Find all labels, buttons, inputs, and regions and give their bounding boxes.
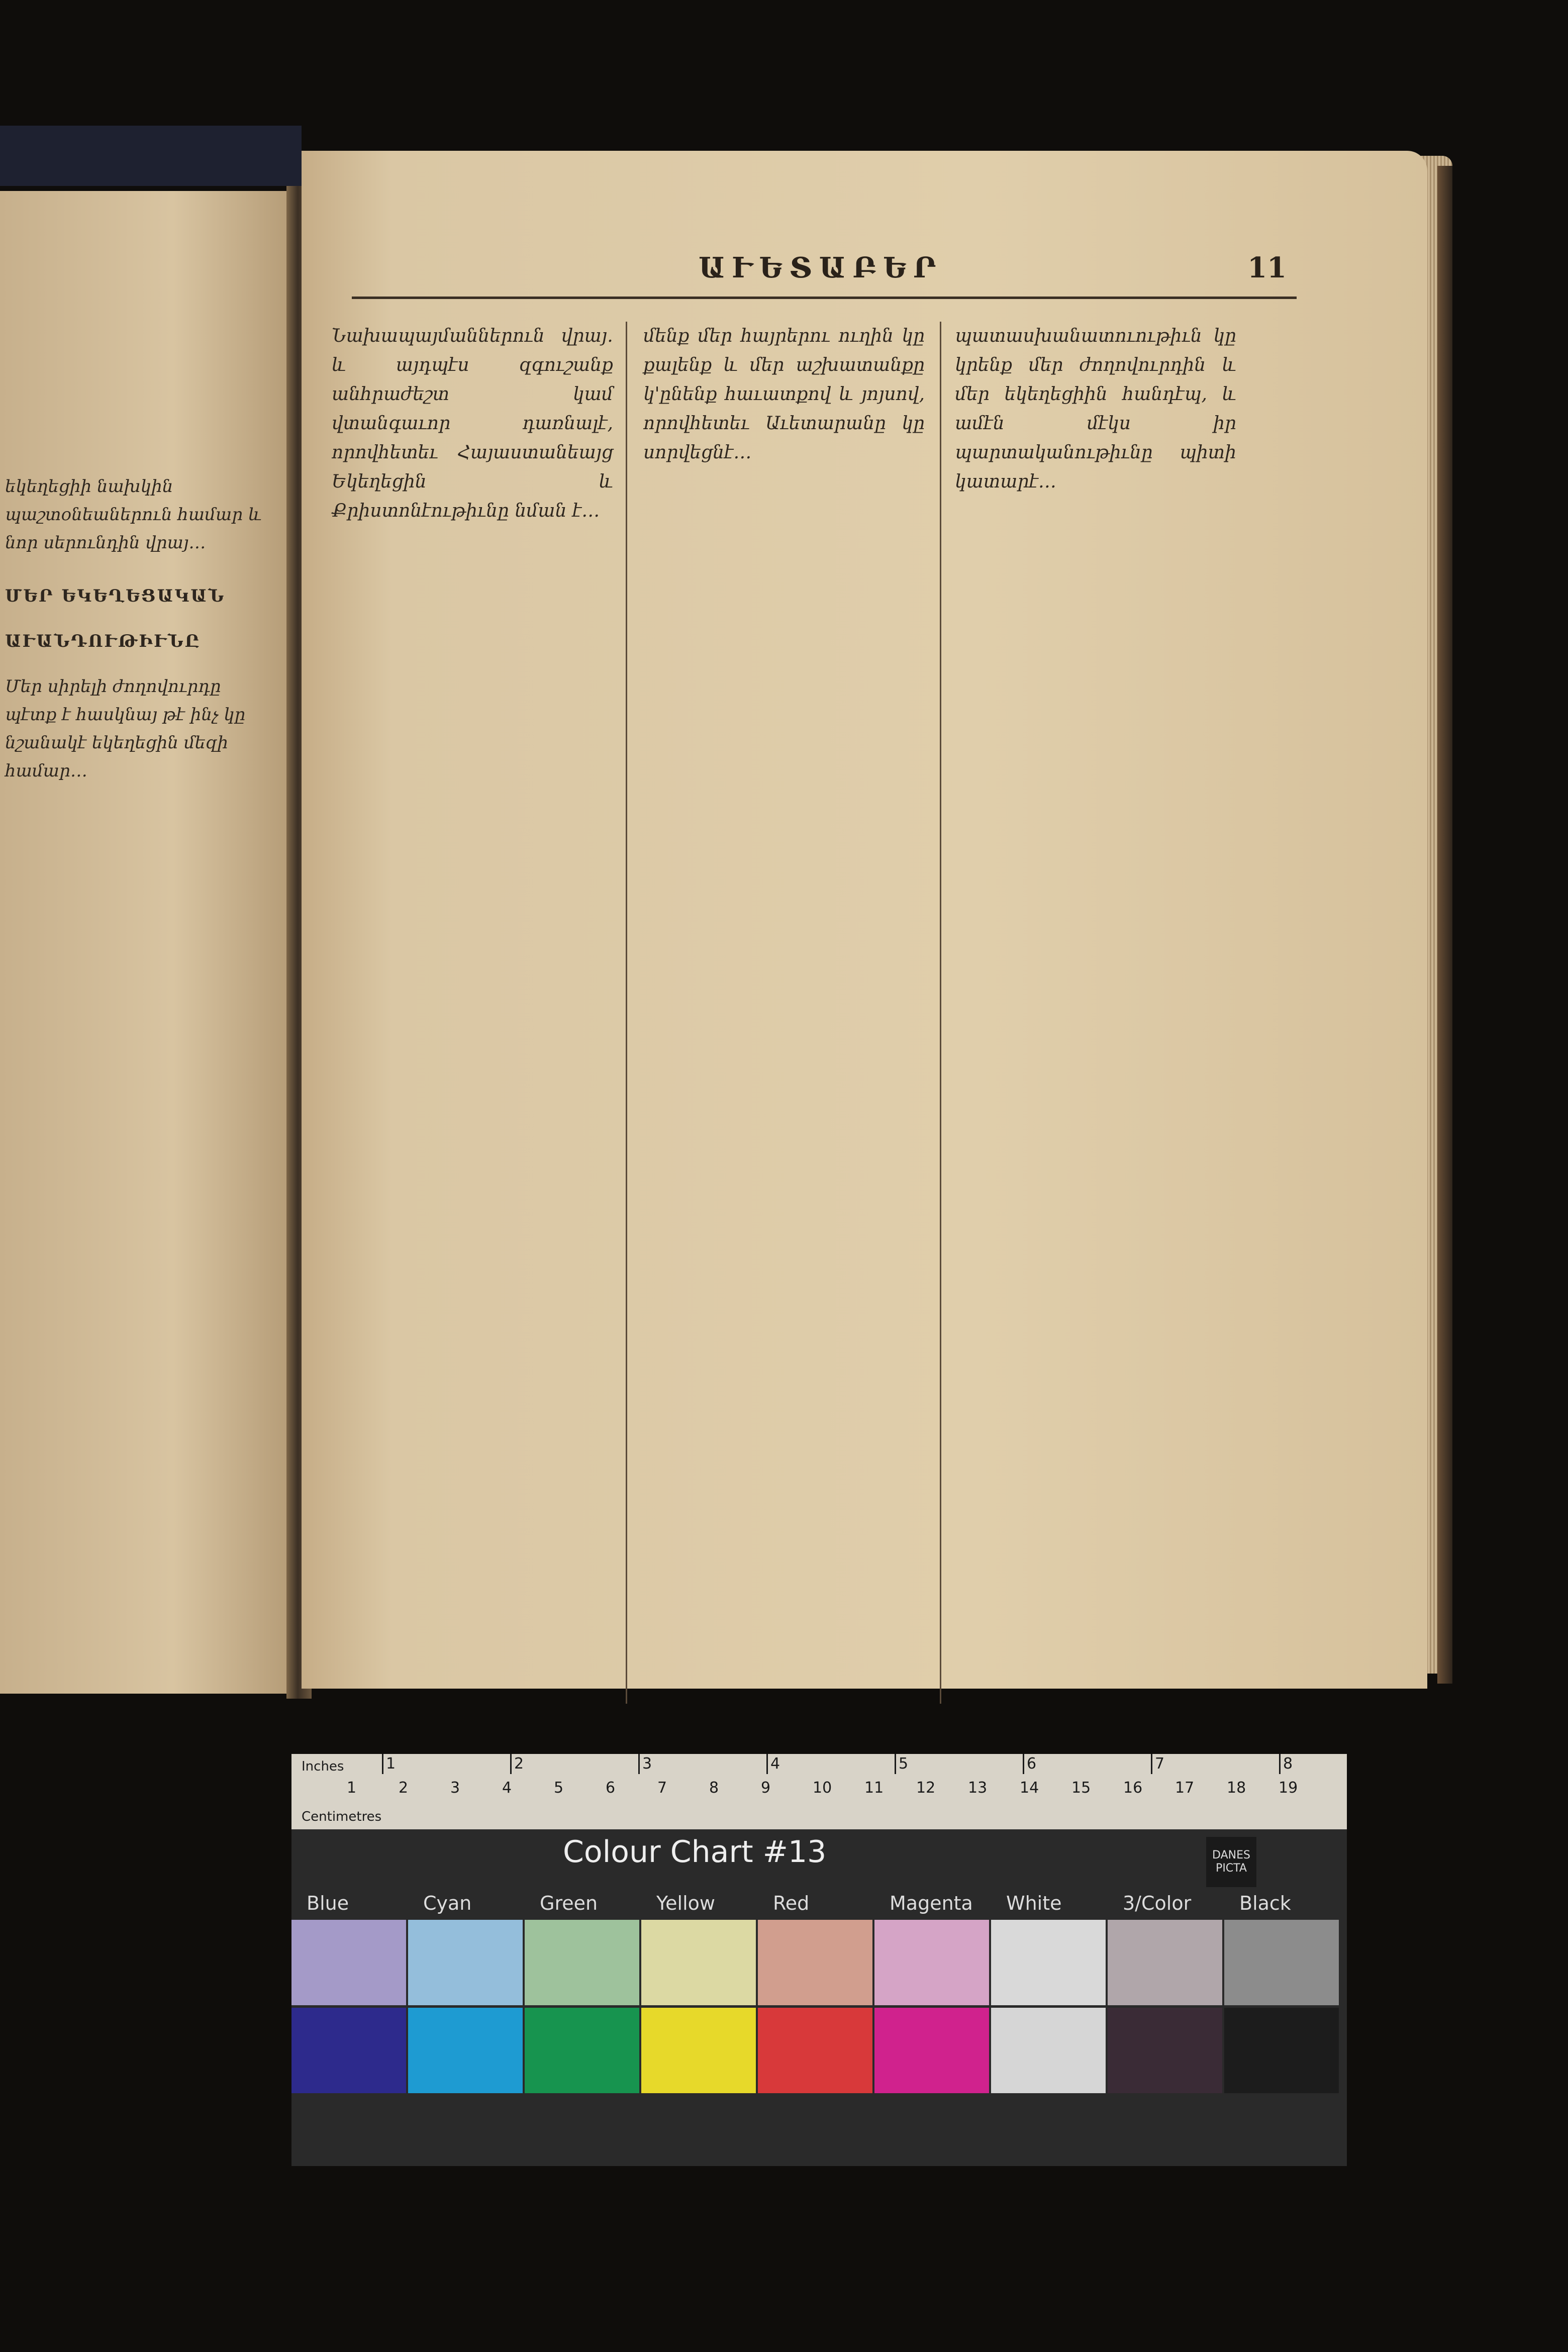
inch-tick [1279, 1754, 1281, 1774]
cm-tick-label: 17 [1175, 1779, 1195, 1797]
cm-tick-label: 7 [657, 1779, 667, 1797]
swatch-light [291, 1920, 406, 2005]
swatch-label: 3/Color [1123, 1892, 1192, 1914]
swatch-label: Blue [307, 1892, 349, 1914]
column-divider [940, 322, 941, 1704]
left-text-top: եկեղեցիի նախկին պաշտօնեաներուն համար և նոր սերունդին վրայ… [5, 476, 262, 553]
inch-tick [895, 1754, 896, 1774]
swatch-dark [291, 2008, 406, 2093]
inch-tick [382, 1754, 383, 1774]
swatch-label: Yellow [656, 1892, 715, 1914]
left-heading-line2: ԱՒԱՆԴՈՒԹԻՒՆԸ [5, 631, 201, 651]
danes-picta-logo [1206, 1837, 1256, 1887]
ruler [291, 1754, 1347, 1829]
cm-tick-label: 9 [761, 1779, 771, 1797]
left-text-bottom: Մեր սիրելի ժողովուրդը պէտք է հասկնայ թէ ինչ կը նշանակէ եկեղեցին մեզի համար… [5, 676, 246, 781]
swatch-dark [641, 2008, 756, 2093]
cm-tick-label: 6 [606, 1779, 616, 1797]
inch-tick [1023, 1754, 1024, 1774]
inch-tick-label: 8 [1283, 1755, 1293, 1773]
inch-tick-label: 4 [770, 1755, 780, 1773]
cm-tick-label: 12 [916, 1779, 936, 1797]
swatch-light [991, 1920, 1106, 2005]
page-number: 11 [1247, 251, 1287, 284]
inch-tick-label: 5 [899, 1755, 909, 1773]
cm-tick-label: 13 [968, 1779, 988, 1797]
swatch-dark [991, 2008, 1106, 2093]
swatch-label: Cyan [423, 1892, 472, 1914]
inch-tick-label: 1 [386, 1755, 396, 1773]
column-1-text: Նախապայմաններուն վրայ․ և այդպէս զգուշանք անհրաժեշտ կամ վտանգաւոր դառնալէ, որովհետեւ Հայաստանեայց Եկեղեցին և Քրիստոնէութիւնը նման է… [332, 326, 613, 521]
inch-tick-label: 6 [1027, 1755, 1037, 1773]
swatch-light [1224, 1920, 1339, 2005]
inch-tick-label: 3 [642, 1755, 652, 1773]
colour-chart [291, 1754, 1347, 2166]
centimetres-label: Centimetres [302, 1809, 382, 1824]
swatch-label: Red [773, 1892, 810, 1914]
cm-tick-label: 16 [1123, 1779, 1143, 1797]
page-header [352, 251, 1287, 284]
swatch-light [408, 1920, 523, 2005]
cm-tick-label: 1 [347, 1779, 357, 1797]
cm-tick-label: 19 [1279, 1779, 1298, 1797]
swatch-label: Green [540, 1892, 598, 1914]
cm-tick-label: 10 [813, 1779, 832, 1797]
swatch-light [758, 1920, 872, 2005]
column-divider [626, 322, 627, 1704]
inch-tick [1151, 1754, 1152, 1774]
text-column-1 [332, 322, 613, 526]
logo-text: DANES PICTA [1212, 1849, 1250, 1875]
swatch-label: Black [1239, 1892, 1291, 1914]
inch-tick-label: 2 [514, 1755, 524, 1773]
swatch-label: Magenta [890, 1892, 973, 1914]
cm-tick-label: 18 [1227, 1779, 1246, 1797]
swatch-light [525, 1920, 639, 2005]
cm-tick-label: 4 [502, 1779, 512, 1797]
swatch-dark [1224, 2008, 1339, 2093]
swatch-dark [1108, 2008, 1222, 2093]
swatch-light [874, 1920, 989, 2005]
cm-tick-label: 14 [1020, 1779, 1039, 1797]
running-head: ԱՒԵՏԱԲԵՐ [699, 251, 943, 284]
column-3-text: պատասխանատուութիւն կը կրենք մեր ժողովուրդին և մեր եկեղեցիին հանդէպ, և ամէն մէկս իր պարտականութիւնը պիտի կատարէ… [955, 326, 1236, 492]
cm-tick-label: 15 [1071, 1779, 1091, 1797]
chart-title: Colour Chart #13 [563, 1834, 827, 1870]
cm-tick-label: 8 [709, 1779, 719, 1797]
cm-tick-label: 2 [399, 1779, 409, 1797]
swatch-dark [408, 2008, 523, 2093]
book-cover [0, 126, 302, 186]
swatch-dark [758, 2008, 872, 2093]
cm-tick-label: 5 [554, 1779, 564, 1797]
text-column-3 [955, 322, 1236, 497]
swatch-label: White [1006, 1892, 1062, 1914]
swatch-dark [874, 2008, 989, 2093]
cm-tick-label: 3 [450, 1779, 460, 1797]
swatch-light [641, 1920, 756, 2005]
swatch-light [1108, 1920, 1222, 2005]
inch-tick [638, 1754, 640, 1774]
book-spine-edge [1437, 166, 1452, 1684]
inch-tick [510, 1754, 512, 1774]
left-heading-line1: ՄԵՐ ԵԿԵՂԵՑԱԿԱՆ [5, 586, 226, 606]
left-page-text [5, 472, 271, 785]
inch-tick-label: 7 [1155, 1755, 1165, 1773]
column-2-text: մենք մեր հայրերու ուղին կը քալենք և մեր աշխատանքը կ'ընենք հաւատքով և յոյսով, որովհետեւ Աւետարանը կը սորվեցնէ… [643, 326, 925, 463]
header-rule [352, 297, 1297, 299]
cm-tick-label: 11 [864, 1779, 884, 1797]
text-column-2 [643, 322, 925, 467]
swatch-dark [525, 2008, 639, 2093]
inches-label: Inches [302, 1759, 344, 1774]
inch-tick [766, 1754, 768, 1774]
left-page [0, 191, 289, 1694]
